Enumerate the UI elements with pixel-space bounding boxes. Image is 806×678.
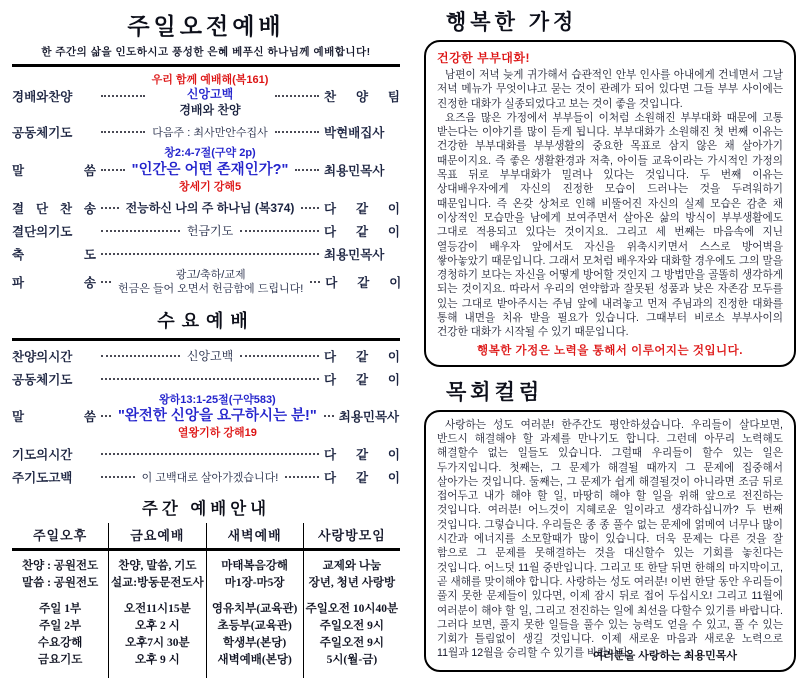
service-row-lords-prayer	[12, 468, 400, 486]
pastoral-column-body: 사랑하는 성도 여러분! 한주간도 평안하셨습니다. 우리들이 살다보면, 반드시 해결해야 할 과제를 만나기도 합니다. 그런데 아무리 노력해도 해결할수 없는 일들도 있습니다. 그럴때 우리들이 할수 있는 일은 두가지입니다. 첫째는, 그 문제가 해결될 때까지 그 문제에 집중해서 살아가는 것입니다. 둘째는, 그 문제가 쉽게 해결될것이 아니라면 조금 뒤로 접어두고 내가 해야 할 일, 마땅히 해야 할 일을 위해 앞으로 전진하는 것입니다. 여러분! 어느것이 지혜로운 일이라고 생각하십니까? 두 번째 것입니다. 그렇습니다. 우리들은 종 종 풀수 없는 문제에 얽메여 너무나 많이 시간과 에너지를 소모할때가 많이 있습니다. 더욱 문제는 다른 것을 잘 함으로 그 문제를 못해결하는 것을 대신할수 있는 기회를 놓친다는 것입니다. 어느덧 11월 중반입니다. 그리고 또 한달 뒤면 한해의 마지막이고, 곧 새해를 맞이해야 합니다. 사랑하는 성도 여러분! 이번 한달 동안 우리들이 풀지 못한 문제들이 있다면, 이제 잠시 뒤로 접어 두십시오! 그리고 11월에 여러분이 해야 할 일, 그리고 전진하는 일에 최선을 다할수 있기를 바랍니다. 그러다 보면, 풀지 못한 일들을 풀수 있는 능력도 얻을 수 있고, 풀 수 있는 기회가 틀림없이 생길 것입니다. 이제 새로운 마음과 새로운 노력으로 11월과 12월을 승리할 수 있기를 바랍니다.	[437, 418, 783, 660]
dotted-leader	[310, 281, 320, 283]
weekly-bottom-block	[304, 601, 400, 669]
worship-order-column	[12, 6, 400, 678]
sermon-series: 창세기 강해5	[178, 180, 242, 193]
offering-note: 헌금은 들어 오면서 헌금함에 드립니다!	[118, 283, 304, 296]
dotted-leader	[101, 355, 180, 357]
service-item-person: 찬 양 팀	[324, 89, 400, 104]
scripture-reference: 창2:4-7절(구약 2p)	[164, 147, 256, 160]
dotted-leader	[275, 131, 319, 133]
weekly-column-friday-service	[108, 523, 205, 678]
sermon-series: 열왕기하 강해19	[177, 426, 257, 439]
weekly-cell: 교제와 나눔	[322, 559, 382, 572]
weekly-column-header: 사랑방모임	[304, 523, 400, 551]
weekly-cell: 오후7시 30분	[125, 636, 190, 649]
happy-family-paragraph-1: 남편이 저녁 늦게 귀가해서 습관적인 안부 인사를 아내에게 건네면서 그날 저녁 메뉴가 무엇이냐고 묻는 것이 관례가 되어 있다면 그들 부부 사이에는 진정한 대화가 실종되었다고 보는 것이 좋을 것입니다.	[437, 69, 783, 110]
service-item-label: 결 단 찬 송	[12, 201, 96, 216]
service-item-person: 다 같 이	[324, 470, 400, 485]
dotted-leader	[101, 415, 111, 417]
service-row-sermon	[12, 146, 400, 193]
service-item-person: 박현배집사	[324, 126, 385, 141]
announcement-note: 광고/축하/교제	[175, 268, 246, 281]
sermon-detail	[116, 393, 319, 440]
service-item-label: 기도의시간	[12, 447, 73, 462]
dotted-leader	[301, 207, 319, 209]
dotted-leader	[295, 169, 319, 171]
service-item-detail: 이 고백대로 살아가겠습니다!	[141, 471, 279, 484]
service-item-label: 공동체기도	[12, 372, 73, 387]
weekly-column-dawn-service	[206, 523, 303, 678]
weekly-cell: 찬양 : 공원전도	[22, 559, 99, 572]
weekly-top-block	[109, 558, 205, 592]
weekly-cell: 주일오전 9시	[319, 619, 384, 632]
dotted-leader	[324, 415, 334, 417]
service-item-label: 축 도	[12, 247, 96, 262]
weekly-column-header: 금요예배	[109, 523, 205, 551]
wednesday-service-rows	[12, 347, 400, 486]
hymn-title: 전능하신 나의 주 하나님 (복374)	[125, 201, 295, 216]
service-row-praise-time	[12, 347, 400, 365]
praise-note: 경배와 찬양	[179, 102, 241, 117]
service-row-sermon	[12, 393, 400, 440]
weekly-cell: 주일 2부	[39, 619, 82, 632]
service-row-commitment-prayer	[12, 222, 400, 240]
weekly-cell: 초등부(교육관)	[217, 619, 292, 632]
dotted-leader	[285, 476, 319, 478]
weekly-column-header: 새벽예배	[207, 523, 303, 551]
sending-detail	[116, 268, 305, 297]
happy-family-box-heading: 건강한 부부대화!	[437, 51, 530, 65]
weekly-cell: 주일오전 9시	[319, 636, 384, 649]
dotted-leader	[101, 476, 135, 478]
weekly-cell: 오후 9 시	[134, 653, 180, 666]
service-item-person: 다 같 이	[324, 224, 400, 239]
section-divider	[12, 64, 400, 67]
weekly-schedule-title: 주간 예배안내	[141, 499, 271, 518]
weekly-top-block	[12, 558, 108, 592]
service-item-person: 다 같 이	[324, 372, 400, 387]
weekly-cell: 오후 2 시	[134, 619, 180, 632]
weekly-cell: 마1장-마5장	[224, 576, 285, 589]
weekly-cell: 설교:방동문전도사	[111, 576, 204, 589]
weekly-cell: 영유치부(교육관)	[211, 602, 298, 615]
weekly-cell: 주일오전 10시40분	[305, 602, 399, 615]
service-item-detail: 다음주 : 최사만안수집사	[152, 127, 268, 140]
happy-family-closing: 행복한 가정은 노력을 통해서 이루어지는 것입니다.	[477, 344, 743, 357]
service-item-label: 찬양의시간	[12, 349, 73, 364]
service-item-label: 결단의기도	[12, 224, 73, 239]
weekly-cell: 주일 1부	[39, 602, 82, 615]
service-item-label: 말 씀	[12, 164, 96, 179]
section-divider	[12, 338, 400, 341]
wednesday-service-title: 수요예배	[157, 310, 255, 331]
service-item-person: 최용민목사	[324, 164, 385, 179]
dotted-leader	[101, 169, 125, 171]
service-item-person: 다 같 이	[324, 349, 400, 364]
service-item-detail: 신앙고백	[186, 349, 234, 364]
weekly-bottom-block	[109, 601, 205, 669]
service-row-sending	[12, 268, 400, 297]
confession-note: 신앙고백	[186, 87, 234, 102]
service-item-person: 다 같 이	[324, 201, 400, 216]
weekly-cell: 마태복음강해	[221, 559, 288, 572]
weekly-column-cell-group	[303, 523, 400, 678]
dotted-leader	[101, 378, 319, 380]
service-item-person: 다 같 이	[324, 447, 400, 462]
service-row-prayer-time	[12, 445, 400, 463]
service-item-label: 경배와찬양	[12, 89, 73, 104]
weekly-schedule-table	[12, 523, 400, 678]
dotted-leader	[240, 230, 319, 232]
service-row-community-prayer	[12, 370, 400, 388]
articles-column	[424, 4, 796, 672]
service-item-person: 다 같 이	[325, 276, 402, 291]
sermon-detail	[130, 146, 291, 193]
sunday-service-subtitle: 한 주간의 삶을 인도하시고 풍성한 은혜 베푸신 하나님께 예배합니다!	[41, 46, 371, 58]
weekly-column-header: 주일오후	[12, 523, 108, 551]
dotted-leader	[101, 230, 180, 232]
service-item-detail: 헌금기도	[186, 224, 234, 239]
weekly-bottom-block	[207, 601, 303, 669]
weekly-cell: 오전11시15분	[123, 602, 191, 615]
happy-family-box	[424, 40, 796, 367]
weekly-top-block	[304, 558, 400, 592]
sermon-title: "인간은 어떤 존재인가?"	[131, 161, 289, 178]
weekly-cell: 장년, 청년 사랑방	[308, 576, 396, 589]
service-item-label: 파 송	[12, 276, 96, 291]
weekly-cell: 5시(월-금)	[326, 653, 378, 666]
dotted-leader	[101, 207, 119, 209]
weekly-cell: 찬양, 말씀, 기도	[118, 559, 197, 572]
service-item-person: 최용민목사	[338, 410, 400, 425]
sermon-title: "완전한 신앙을 요구하시는 분!"	[118, 407, 317, 424]
weekly-cell: 금요기도	[37, 653, 83, 666]
pastoral-column-box	[424, 410, 796, 672]
weekly-cell: 학생부(본당)	[223, 636, 287, 649]
hymn-note: 우리 함께 예배해(복161)	[151, 74, 269, 86]
weekly-cell: 새벽예배(본당)	[217, 653, 292, 666]
dotted-leader	[101, 95, 145, 97]
service-row-community-prayer	[12, 123, 400, 141]
pastor-signature: 여러분을 사랑하는 최용민목사	[592, 649, 737, 662]
service-item-detail	[150, 73, 271, 118]
service-item-label: 말 씀	[12, 410, 96, 425]
service-row-worship-praise	[12, 73, 400, 118]
dotted-leader	[240, 355, 319, 357]
weekly-top-block	[207, 558, 303, 592]
weekly-cell: 수요강해	[37, 636, 83, 649]
dotted-leader	[275, 95, 319, 97]
dotted-leader	[101, 281, 111, 283]
weekly-cell: 말씀 : 공원전도	[22, 576, 99, 589]
service-item-person: 최용민목사	[324, 247, 385, 262]
dotted-leader	[101, 453, 319, 455]
happy-family-paragraph-2: 요즈음 많은 가정에서 부부들이 이처럼 소원해진 부부대화 때문에 고통 받는다는 이야기를 많이 듣게 됩니다. 부부대화가 소원해진 첫 번째 이유는 건강한 부부대화를 부부생활의 중요한 목표로 삼지 않은 채 살아가기 때문이지요. 즉 좋은 생활환경과 저축, 아이들 교육이라는 가시적인 가정의 목표 뒤로 부부대화가 밀려나 있다는 것입니다. 두 번째 이유는 상대배우자에게 자신의 진정한 모습이 드러나는 것을 두려워하기 때문입니다. 즉 온갖 상처로 인해 비뚤어진 자신의 실제 모습은 감춘 채 이상적인 모습만을 남에게 보여주면서 살아온 삶의 방식이 부부생활에도 그대로 적용되고 있다는 것이지요. 그리고 세 번째는 마음속에 지닌 열등감이 배우자 앞에서도 자신을 위축시키면서 스스로 방어벽을 쌓아놓았기 때문입니다. 그래서 모처럼 배우자와 대화할 경우에도 그의 말을 경청하기 보다는 자신을 어떻게 방어할 것인지 그 방법만을 골똘히 생각하게 되는 것이지요. 따라서 우리의 연약함과 잘못된 성품과 낮은 자존감 모두를 있는 그대로 받아주시는 주님 앞에 내려놓고 먼저 주님과의 진정한 대화를 통해 내면을 치유 받을 필요가 있습니다. 그때부터 비로소 부부사이의 건강한 대화가 시작될 수 있기 때문입니다.	[437, 111, 783, 339]
pastoral-column-title: 목회컬럼	[446, 380, 544, 404]
sunday-service-rows	[12, 73, 400, 297]
weekly-bottom-block	[12, 601, 108, 669]
sunday-service-title: 주일오전예배	[127, 13, 285, 39]
weekly-column-sunday-afternoon	[12, 523, 108, 678]
service-item-label: 공동체기도	[12, 126, 73, 141]
scripture-reference: 왕하13:1-25절(구약583)	[159, 393, 276, 406]
service-row-benediction	[12, 245, 400, 263]
service-row-commitment-hymn	[12, 199, 400, 217]
service-item-label: 주기도고백	[12, 470, 73, 485]
happy-family-title: 행복한 가정	[446, 11, 578, 34]
dotted-leader	[101, 131, 145, 133]
dotted-leader	[101, 253, 319, 255]
